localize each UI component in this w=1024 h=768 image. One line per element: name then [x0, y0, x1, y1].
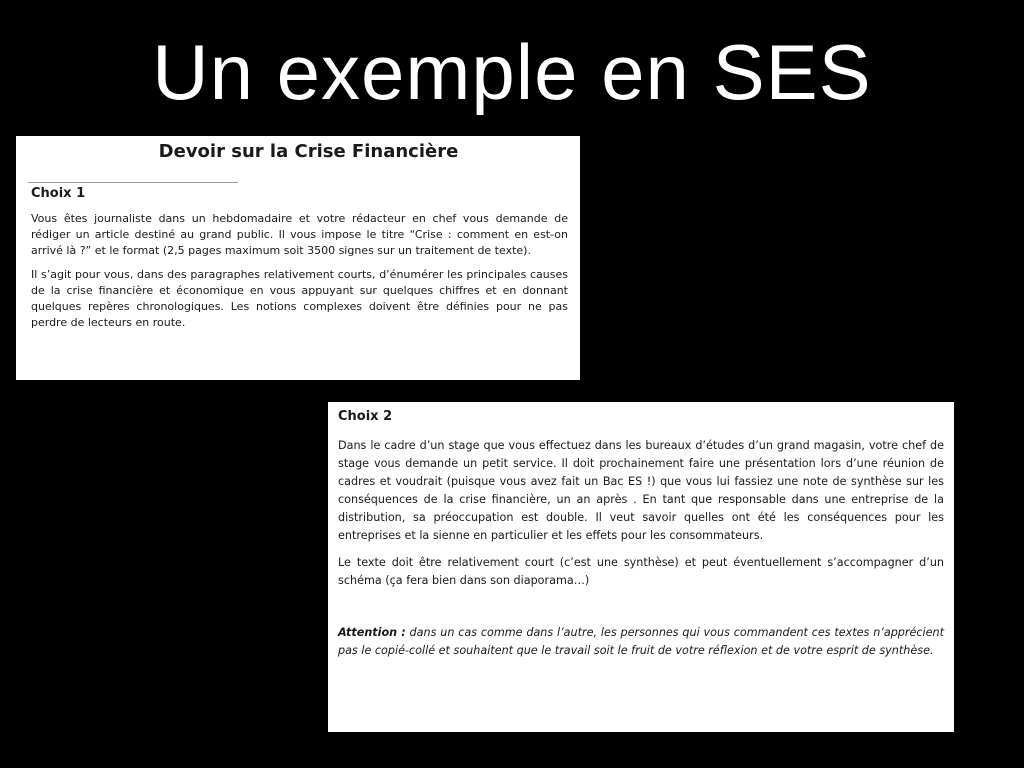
document-excerpt-choix-2 — [328, 402, 954, 732]
choix-2-paragraph-1: Dans le cadre d’un stage que vous effectuez dans les bureaux d’études d’un grand magasin, votre chef de stage vous demande un petit service. Il doit prochainement faire une présentation lors d’une réunion de cadres et voudrait (puisque vous avez fait un Bac ES !) que vous lui fassiez une note de synthèse sur les conséquences de la crise financière, un an après . En tant que responsable dans une entreprise de la distribution, sa préoccupation est double. Il veut savoir quelles ont été les conséquences pour les entreprises et la sienne en particulier et les effets pour les consommateurs. — [338, 439, 944, 542]
attention-note — [338, 624, 944, 660]
attention-text: dans un cas comme dans l’autre, les personnes qui vous commandent ces textes n’apprécient pas le copié-collé et souhaitent que le travail soit le fruit de votre réflexion et de votre esprit de synthèse. — [338, 626, 944, 657]
choix-2-label: Choix 2 — [338, 409, 393, 424]
choix-1-paragraph-1: Vous êtes journaliste dans un hebdomadaire et votre rédacteur en chef vous demande de rédiger un article destiné au grand public. Il vous impose le titre “Crise : comment en est-on arrivé là ?” et le format (2,5 pages maximum soit 3500 signes sur un traitement de texte). — [31, 212, 568, 258]
choix-1-label: Choix 1 — [31, 186, 86, 201]
choix-2-paragraph-2: Le texte doit être relativement court (c’est une synthèse) et peut éventuellement s’accompagner d’un schéma (ça fera bien dans son diaporama…) — [338, 556, 944, 587]
document-heading: Devoir sur la Crise Financière — [158, 141, 459, 162]
document-excerpt-choix-1 — [16, 136, 580, 380]
choix-1-paragraph-2: Il s’agit pour vous, dans des paragraphes relativement courts, d’énumérer les principales causes de la crise financière et économique en vous appuyant sur quelques chiffres et en donnant quelques repères chronologiques. Les notions complexes doivent être définies pour ne pas perdre de lecteurs en route. — [31, 267, 568, 330]
attention-label: Attention : — [338, 626, 406, 639]
divider — [28, 182, 238, 183]
slide-title: Un exemple en SES — [152, 28, 872, 116]
